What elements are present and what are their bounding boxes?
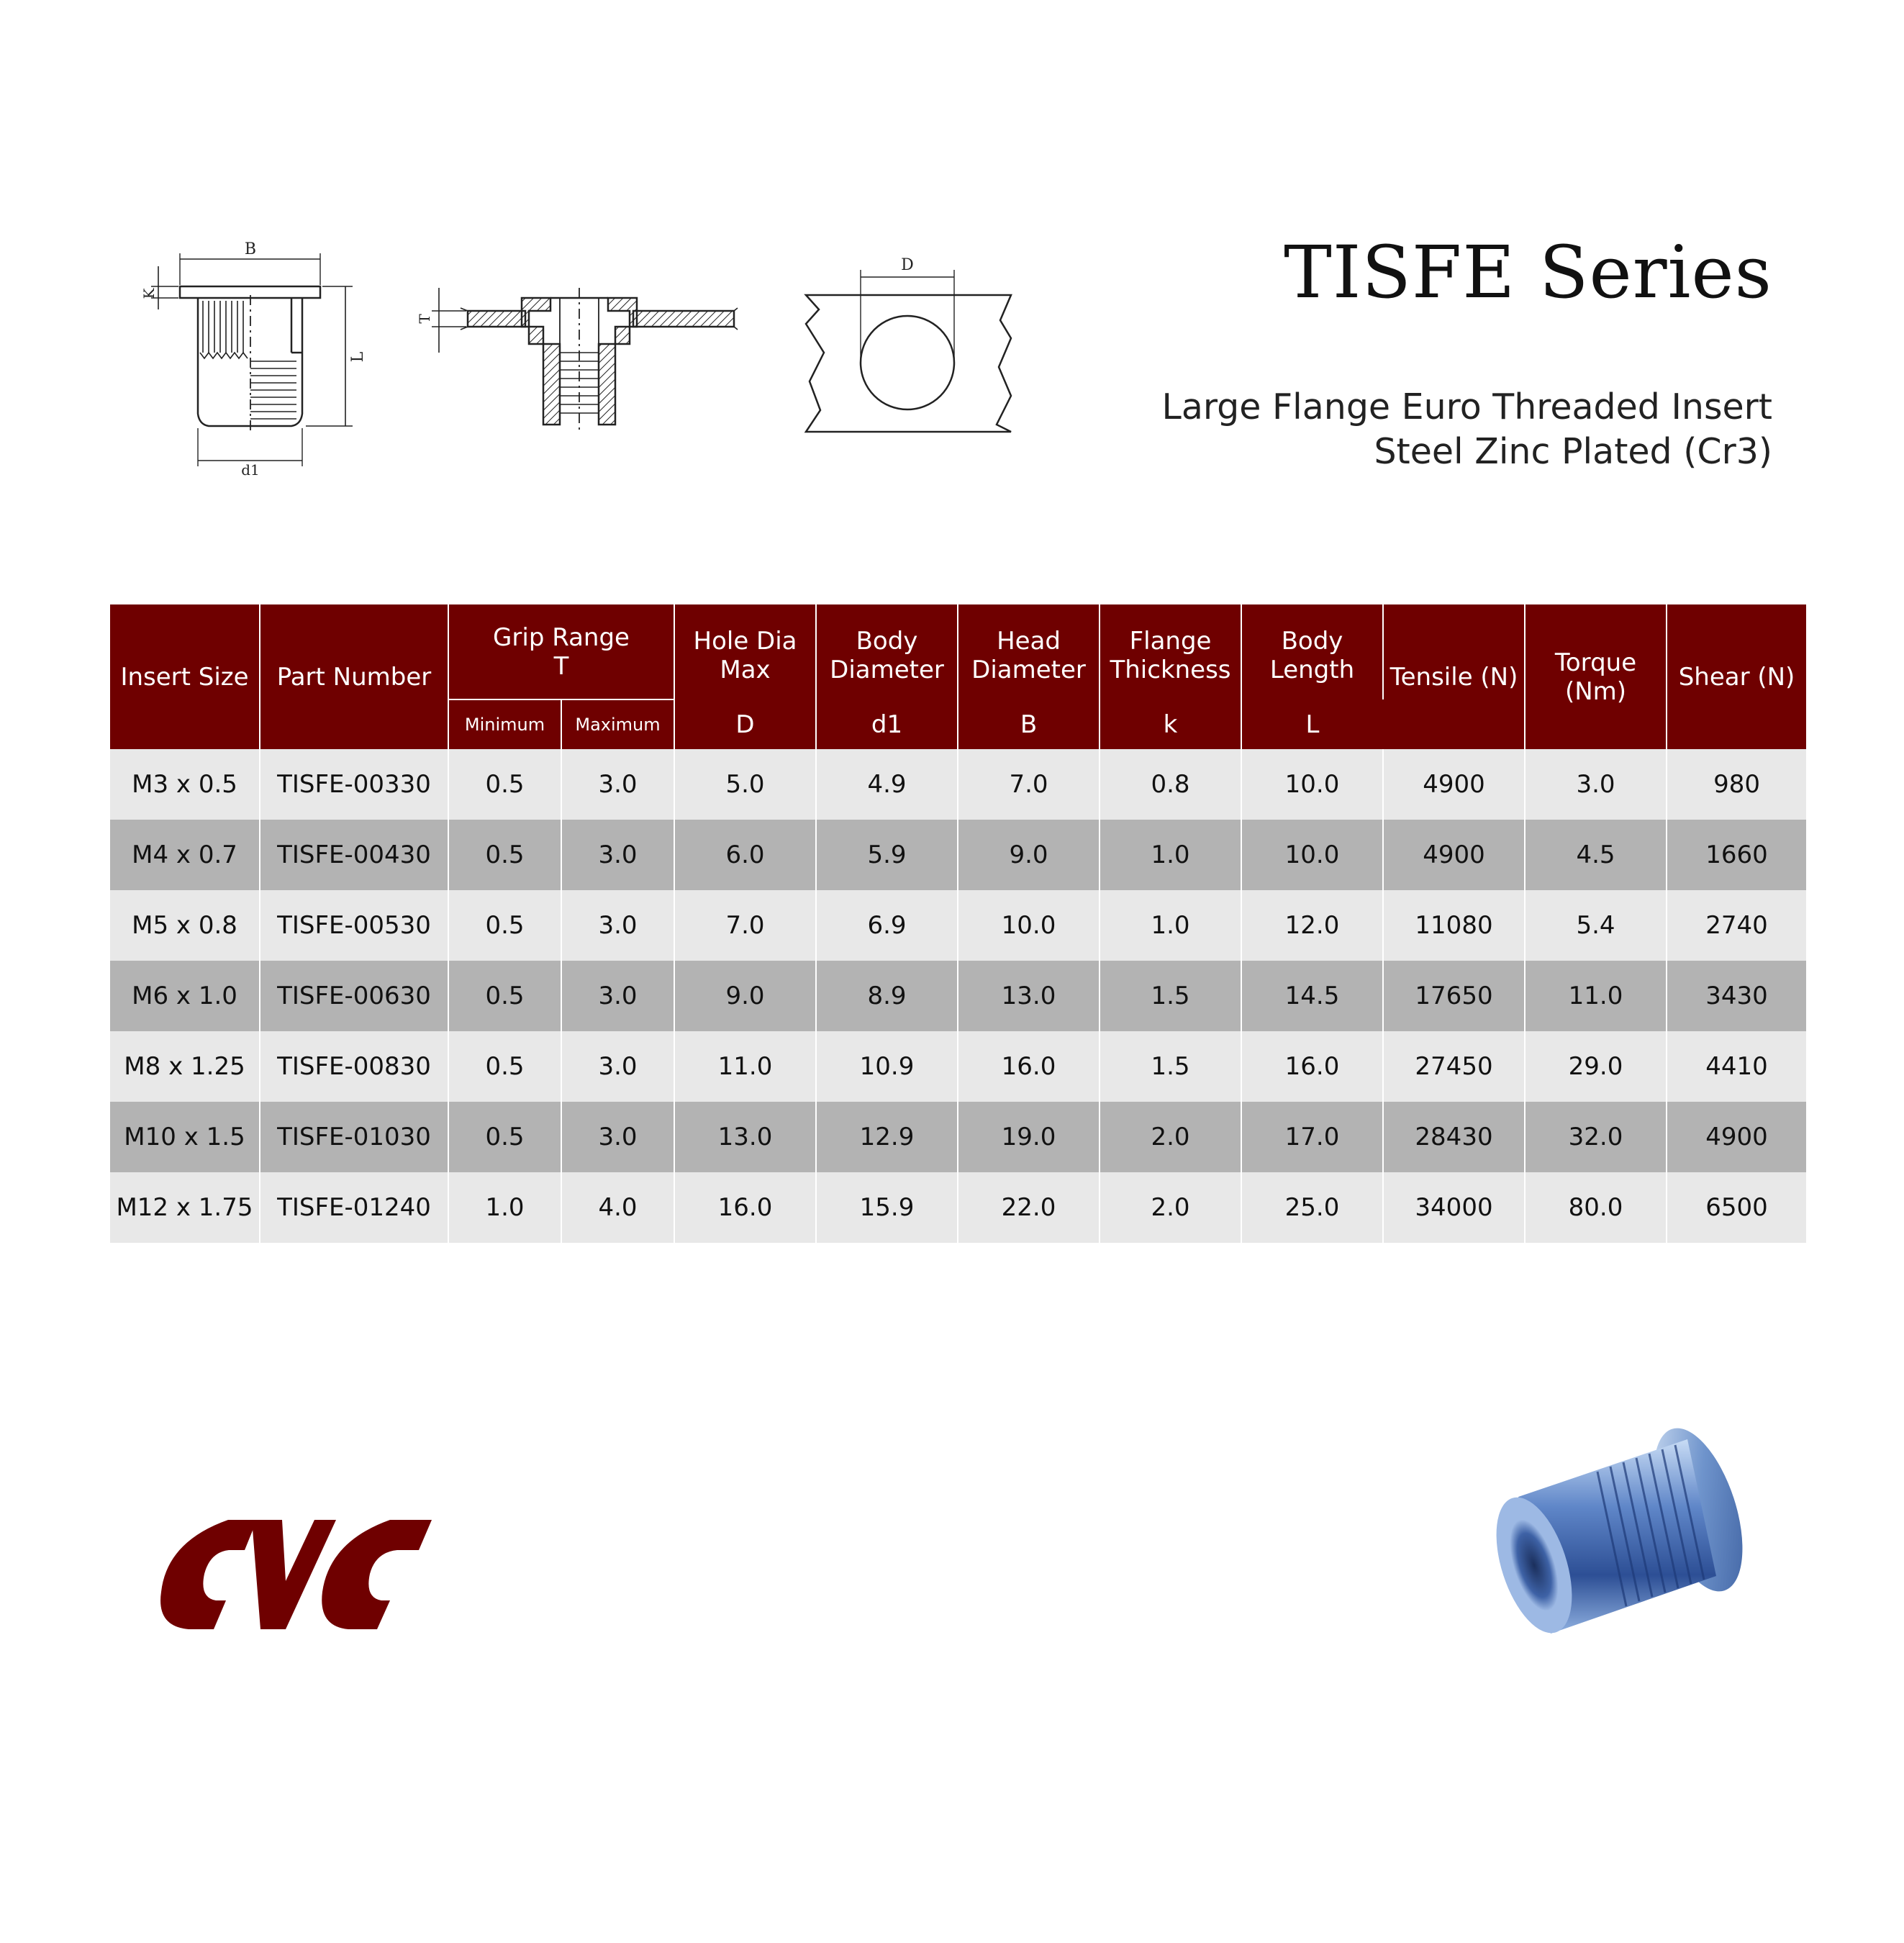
table-row bbox=[110, 1102, 1806, 1172]
cell-insert-size: M5 x 0.8 bbox=[110, 890, 260, 961]
cell-body-diameter: 8.9 bbox=[816, 961, 958, 1031]
col-torque: Torque (Nm) bbox=[1525, 604, 1667, 749]
col-flange-thickness-symbol: k bbox=[1100, 699, 1241, 749]
label-l: L bbox=[349, 351, 367, 363]
cell-head-diameter: 10.0 bbox=[958, 890, 1100, 961]
table-row bbox=[110, 1172, 1806, 1243]
cell-grip-min: 0.5 bbox=[448, 749, 561, 820]
cell-shear: 6500 bbox=[1667, 1172, 1806, 1243]
cell-shear: 980 bbox=[1667, 749, 1806, 820]
col-flange-thickness: Flange Thickness bbox=[1100, 604, 1241, 699]
cell-flange-thickness: 0.8 bbox=[1100, 749, 1241, 820]
cell-grip-min: 0.5 bbox=[448, 890, 561, 961]
cell-insert-size: M3 x 0.5 bbox=[110, 749, 260, 820]
cell-part-number: TISFE-00630 bbox=[260, 961, 448, 1031]
col-grip-max: Maximum bbox=[561, 699, 674, 749]
cell-part-number: TISFE-00430 bbox=[260, 820, 448, 890]
spec-table-body bbox=[110, 749, 1806, 1243]
cell-grip-min: 0.5 bbox=[448, 961, 561, 1031]
cell-body-diameter: 6.9 bbox=[816, 890, 958, 961]
cell-body-length: 17.0 bbox=[1241, 1102, 1383, 1172]
table-row bbox=[110, 1031, 1806, 1102]
cell-torque: 29.0 bbox=[1525, 1031, 1667, 1102]
cell-hole-dia: 13.0 bbox=[674, 1102, 816, 1172]
cell-tensile: 34000 bbox=[1383, 1172, 1525, 1243]
subtitle-line-2: Steel Zinc Plated (Cr3) bbox=[1374, 431, 1772, 472]
technical-drawings bbox=[130, 237, 1065, 497]
cell-shear: 2740 bbox=[1667, 890, 1806, 961]
col-hole-dia: Hole Dia Max bbox=[674, 604, 816, 699]
col-head-diameter: Head Diameter bbox=[958, 604, 1100, 699]
grip-range-label: Grip Range bbox=[493, 622, 630, 652]
col-body-length: Body Length bbox=[1241, 604, 1383, 699]
hole-drawing bbox=[806, 270, 1011, 432]
installed-section-drawing bbox=[432, 288, 738, 433]
cell-body-length: 16.0 bbox=[1241, 1031, 1383, 1102]
col-hole-dia-symbol: D bbox=[674, 699, 816, 749]
cell-insert-size: M10 x 1.5 bbox=[110, 1102, 260, 1172]
series-title: TISFE Series bbox=[1284, 230, 1772, 314]
cell-grip-max: 3.0 bbox=[561, 820, 674, 890]
cell-grip-max: 3.0 bbox=[561, 749, 674, 820]
cell-head-diameter: 16.0 bbox=[958, 1031, 1100, 1102]
grip-range-symbol: T bbox=[553, 651, 569, 681]
cell-shear: 3430 bbox=[1667, 961, 1806, 1031]
table-row bbox=[110, 961, 1806, 1031]
col-part-number: Part Number bbox=[260, 604, 448, 749]
cell-hole-dia: 9.0 bbox=[674, 961, 816, 1031]
col-head-diameter-symbol: B bbox=[958, 699, 1100, 749]
cell-grip-min: 0.5 bbox=[448, 820, 561, 890]
label-d1: d1 bbox=[241, 461, 260, 479]
cell-grip-max: 3.0 bbox=[561, 961, 674, 1031]
col-body-length-symbol: L bbox=[1241, 699, 1383, 749]
cell-body-length: 10.0 bbox=[1241, 749, 1383, 820]
cell-flange-thickness: 1.0 bbox=[1100, 890, 1241, 961]
spec-table bbox=[110, 604, 1806, 1243]
cell-hole-dia: 5.0 bbox=[674, 749, 816, 820]
cell-torque: 32.0 bbox=[1525, 1102, 1667, 1172]
cell-tensile: 28430 bbox=[1383, 1102, 1525, 1172]
cell-head-diameter: 19.0 bbox=[958, 1102, 1100, 1172]
cell-body-diameter: 15.9 bbox=[816, 1172, 958, 1243]
table-row bbox=[110, 749, 1806, 820]
rivet-nut-image bbox=[1490, 1418, 1756, 1648]
cell-head-diameter: 13.0 bbox=[958, 961, 1100, 1031]
cell-torque: 80.0 bbox=[1525, 1172, 1667, 1243]
cell-grip-max: 4.0 bbox=[561, 1172, 674, 1243]
cell-body-length: 10.0 bbox=[1241, 820, 1383, 890]
cell-hole-dia: 6.0 bbox=[674, 820, 816, 890]
label-k: K bbox=[140, 288, 158, 299]
cell-head-diameter: 7.0 bbox=[958, 749, 1100, 820]
cell-grip-max: 3.0 bbox=[561, 890, 674, 961]
cell-tensile: 4900 bbox=[1383, 749, 1525, 820]
cvc-logo bbox=[160, 1520, 433, 1631]
cell-torque: 3.0 bbox=[1525, 749, 1667, 820]
cell-tensile: 4900 bbox=[1383, 820, 1525, 890]
cell-part-number: TISFE-01240 bbox=[260, 1172, 448, 1243]
cell-grip-min: 0.5 bbox=[448, 1031, 561, 1102]
cell-insert-size: M12 x 1.75 bbox=[110, 1172, 260, 1243]
cell-insert-size: M6 x 1.0 bbox=[110, 961, 260, 1031]
label-t: T bbox=[416, 314, 433, 324]
cell-part-number: TISFE-00330 bbox=[260, 749, 448, 820]
cell-torque: 5.4 bbox=[1525, 890, 1667, 961]
cell-shear: 4410 bbox=[1667, 1031, 1806, 1102]
insert-side-view-drawing bbox=[151, 253, 353, 466]
cell-body-length: 25.0 bbox=[1241, 1172, 1383, 1243]
cell-tensile: 11080 bbox=[1383, 890, 1525, 961]
cell-hole-dia: 16.0 bbox=[674, 1172, 816, 1243]
cell-torque: 11.0 bbox=[1525, 961, 1667, 1031]
cell-body-diameter: 12.9 bbox=[816, 1102, 958, 1172]
cell-body-length: 14.5 bbox=[1241, 961, 1383, 1031]
cell-shear: 1660 bbox=[1667, 820, 1806, 890]
table-row bbox=[110, 890, 1806, 961]
table-row bbox=[110, 820, 1806, 890]
cell-shear: 4900 bbox=[1667, 1102, 1806, 1172]
col-tensile: Tensile (N) bbox=[1383, 604, 1525, 749]
cell-insert-size: M8 x 1.25 bbox=[110, 1031, 260, 1102]
cell-grip-max: 3.0 bbox=[561, 1102, 674, 1172]
cell-part-number: TISFE-00530 bbox=[260, 890, 448, 961]
cell-torque: 4.5 bbox=[1525, 820, 1667, 890]
col-shear: Shear (N) bbox=[1667, 604, 1806, 749]
cell-flange-thickness: 2.0 bbox=[1100, 1102, 1241, 1172]
cell-body-length: 12.0 bbox=[1241, 890, 1383, 961]
cell-grip-min: 1.0 bbox=[448, 1172, 561, 1243]
series-subtitle bbox=[1162, 385, 1772, 474]
cell-flange-thickness: 1.5 bbox=[1100, 1031, 1241, 1102]
cell-flange-thickness: 1.5 bbox=[1100, 961, 1241, 1031]
subtitle-line-1: Large Flange Euro Threaded Insert bbox=[1161, 386, 1772, 427]
cell-tensile: 17650 bbox=[1383, 961, 1525, 1031]
col-grip-min: Minimum bbox=[448, 699, 561, 749]
cell-tensile: 27450 bbox=[1383, 1031, 1525, 1102]
cell-grip-max: 3.0 bbox=[561, 1031, 674, 1102]
cell-part-number: TISFE-01030 bbox=[260, 1102, 448, 1172]
cell-body-diameter: 10.9 bbox=[816, 1031, 958, 1102]
cell-hole-dia: 7.0 bbox=[674, 890, 816, 961]
col-grip-range bbox=[448, 604, 674, 699]
cell-part-number: TISFE-00830 bbox=[260, 1031, 448, 1102]
cell-insert-size: M4 x 0.7 bbox=[110, 820, 260, 890]
cell-head-diameter: 9.0 bbox=[958, 820, 1100, 890]
cell-grip-min: 0.5 bbox=[448, 1102, 561, 1172]
cell-flange-thickness: 1.0 bbox=[1100, 820, 1241, 890]
cell-body-diameter: 5.9 bbox=[816, 820, 958, 890]
label-b: B bbox=[244, 240, 257, 258]
cell-body-diameter: 4.9 bbox=[816, 749, 958, 820]
label-d: D bbox=[901, 256, 914, 274]
col-body-diameter: Body Diameter bbox=[816, 604, 958, 699]
cell-head-diameter: 22.0 bbox=[958, 1172, 1100, 1243]
col-body-diameter-symbol: d1 bbox=[816, 699, 958, 749]
col-insert-size: Insert Size bbox=[110, 604, 260, 749]
cell-flange-thickness: 2.0 bbox=[1100, 1172, 1241, 1243]
cell-hole-dia: 11.0 bbox=[674, 1031, 816, 1102]
